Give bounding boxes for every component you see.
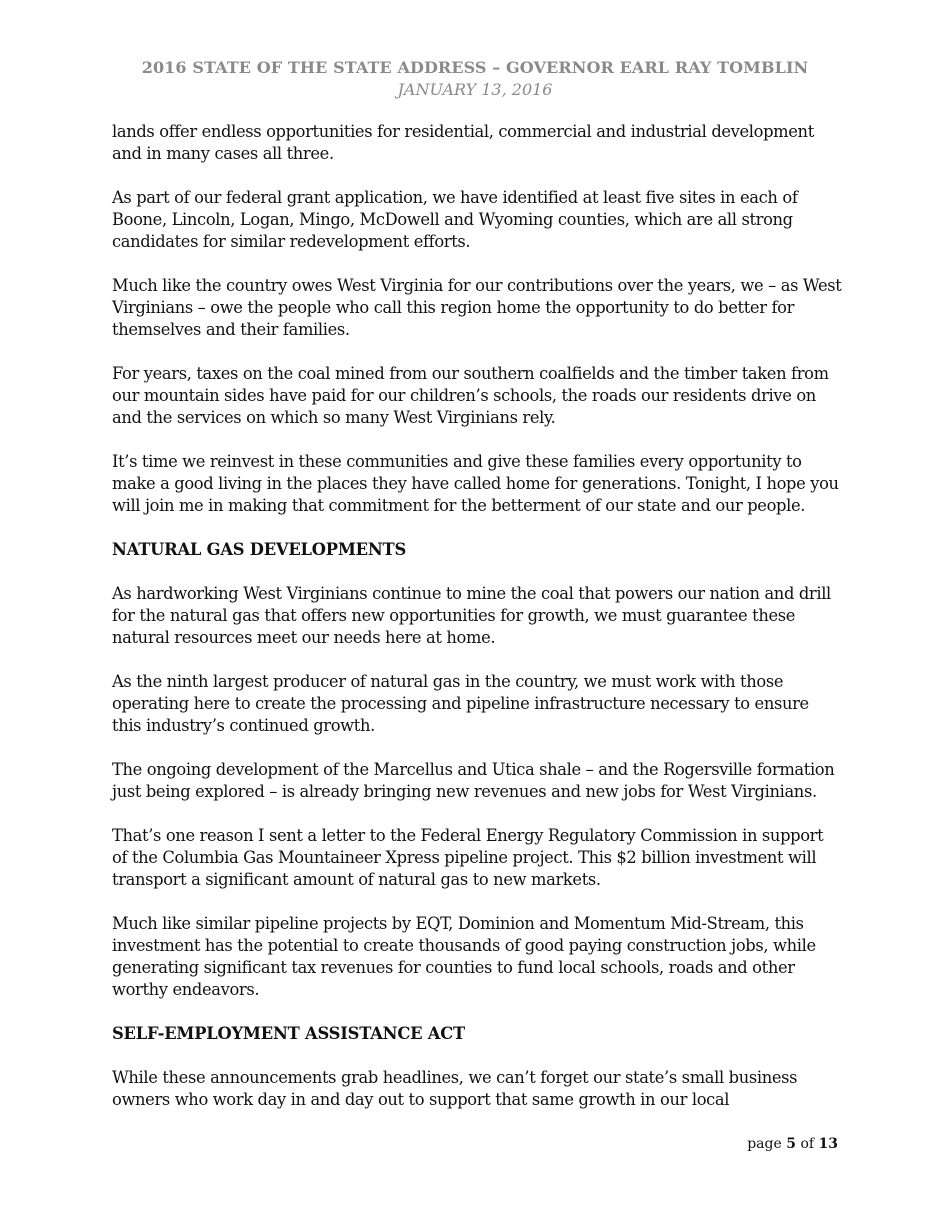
paragraph: The ongoing development of the Marcellus and Utica shale – and the Rogersville formation just being explored – is already bringing new revenues and new jobs for West Virginians. — [112, 760, 835, 801]
page-header — [0, 57, 950, 101]
paragraph: That’s one reason I sent a letter to the Federal Energy Regulatory Commission in support of the Columbia Gas Mountaineer Xpress pipeline project. This $2 billion investment will transport a significant amount of natural gas to new markets. — [112, 826, 824, 889]
paragraph: For years, taxes on the coal mined from our southern coalfields and the timber taken from our mountain sides have paid for our children’s schools, the roads our residents drive on and the services on which so many West Virginians rely. — [112, 364, 829, 427]
paragraph: While these announcements grab headlines, we can’t forget our state’s small business owners who work day in and day out to support that same growth in our local — [112, 1068, 798, 1109]
section-heading-natural-gas: NATURAL GAS DEVELOPMENTS — [112, 540, 407, 559]
page-number — [747, 1136, 838, 1152]
section-heading-self-employment: SELF-EMPLOYMENT ASSISTANCE ACT — [112, 1024, 465, 1043]
paragraph: Much like the country owes West Virginia for our contributions over the years, we – as West Virginians – owe the people who call this region home the opportunity to do better for themselves and their families. — [112, 276, 842, 339]
page-word: page — [747, 1136, 782, 1152]
page-total: 13 — [818, 1136, 838, 1152]
document-body — [112, 121, 842, 1133]
paragraph: It’s time we reinvest in these communities and give these families every opportunity to make a good living in the places they have called home for generations. Tonight, I hope you will join me in making that commitment for the betterment of our state and our people. — [112, 452, 839, 515]
header-title: 2016 STATE OF THE STATE ADDRESS – GOVERNOR EARL RAY TOMBLIN — [141, 58, 809, 77]
paragraph: lands offer endless opportunities for residential, commercial and industrial development and in many cases all three. — [112, 122, 814, 163]
paragraph: As the ninth largest producer of natural gas in the country, we must work with those operating here to create the processing and pipeline infrastructure necessary to ensure this industry’s continued growth. — [112, 672, 809, 735]
header-date: JANUARY 13, 2016 — [397, 80, 553, 99]
paragraph: Much like similar pipeline projects by EQT, Dominion and Momentum Mid-Stream, this investment has the potential to create thousands of good paying construction jobs, while generating significant tax revenues for counties to fund local schools, roads and other worthy endeavors. — [112, 914, 816, 999]
paragraph: As hardworking West Virginians continue to mine the coal that powers our nation and drill for the natural gas that offers new opportunities for growth, we must guarantee these natural resources meet our needs here at home. — [112, 584, 831, 647]
of-word: of — [800, 1136, 815, 1152]
paragraph: As part of our federal grant application, we have identified at least five sites in each of Boone, Lincoln, Logan, Mingo, McDowell and Wyoming counties, which are all strong candidates for similar redevelopment efforts. — [112, 188, 798, 251]
page-current: 5 — [786, 1136, 796, 1152]
